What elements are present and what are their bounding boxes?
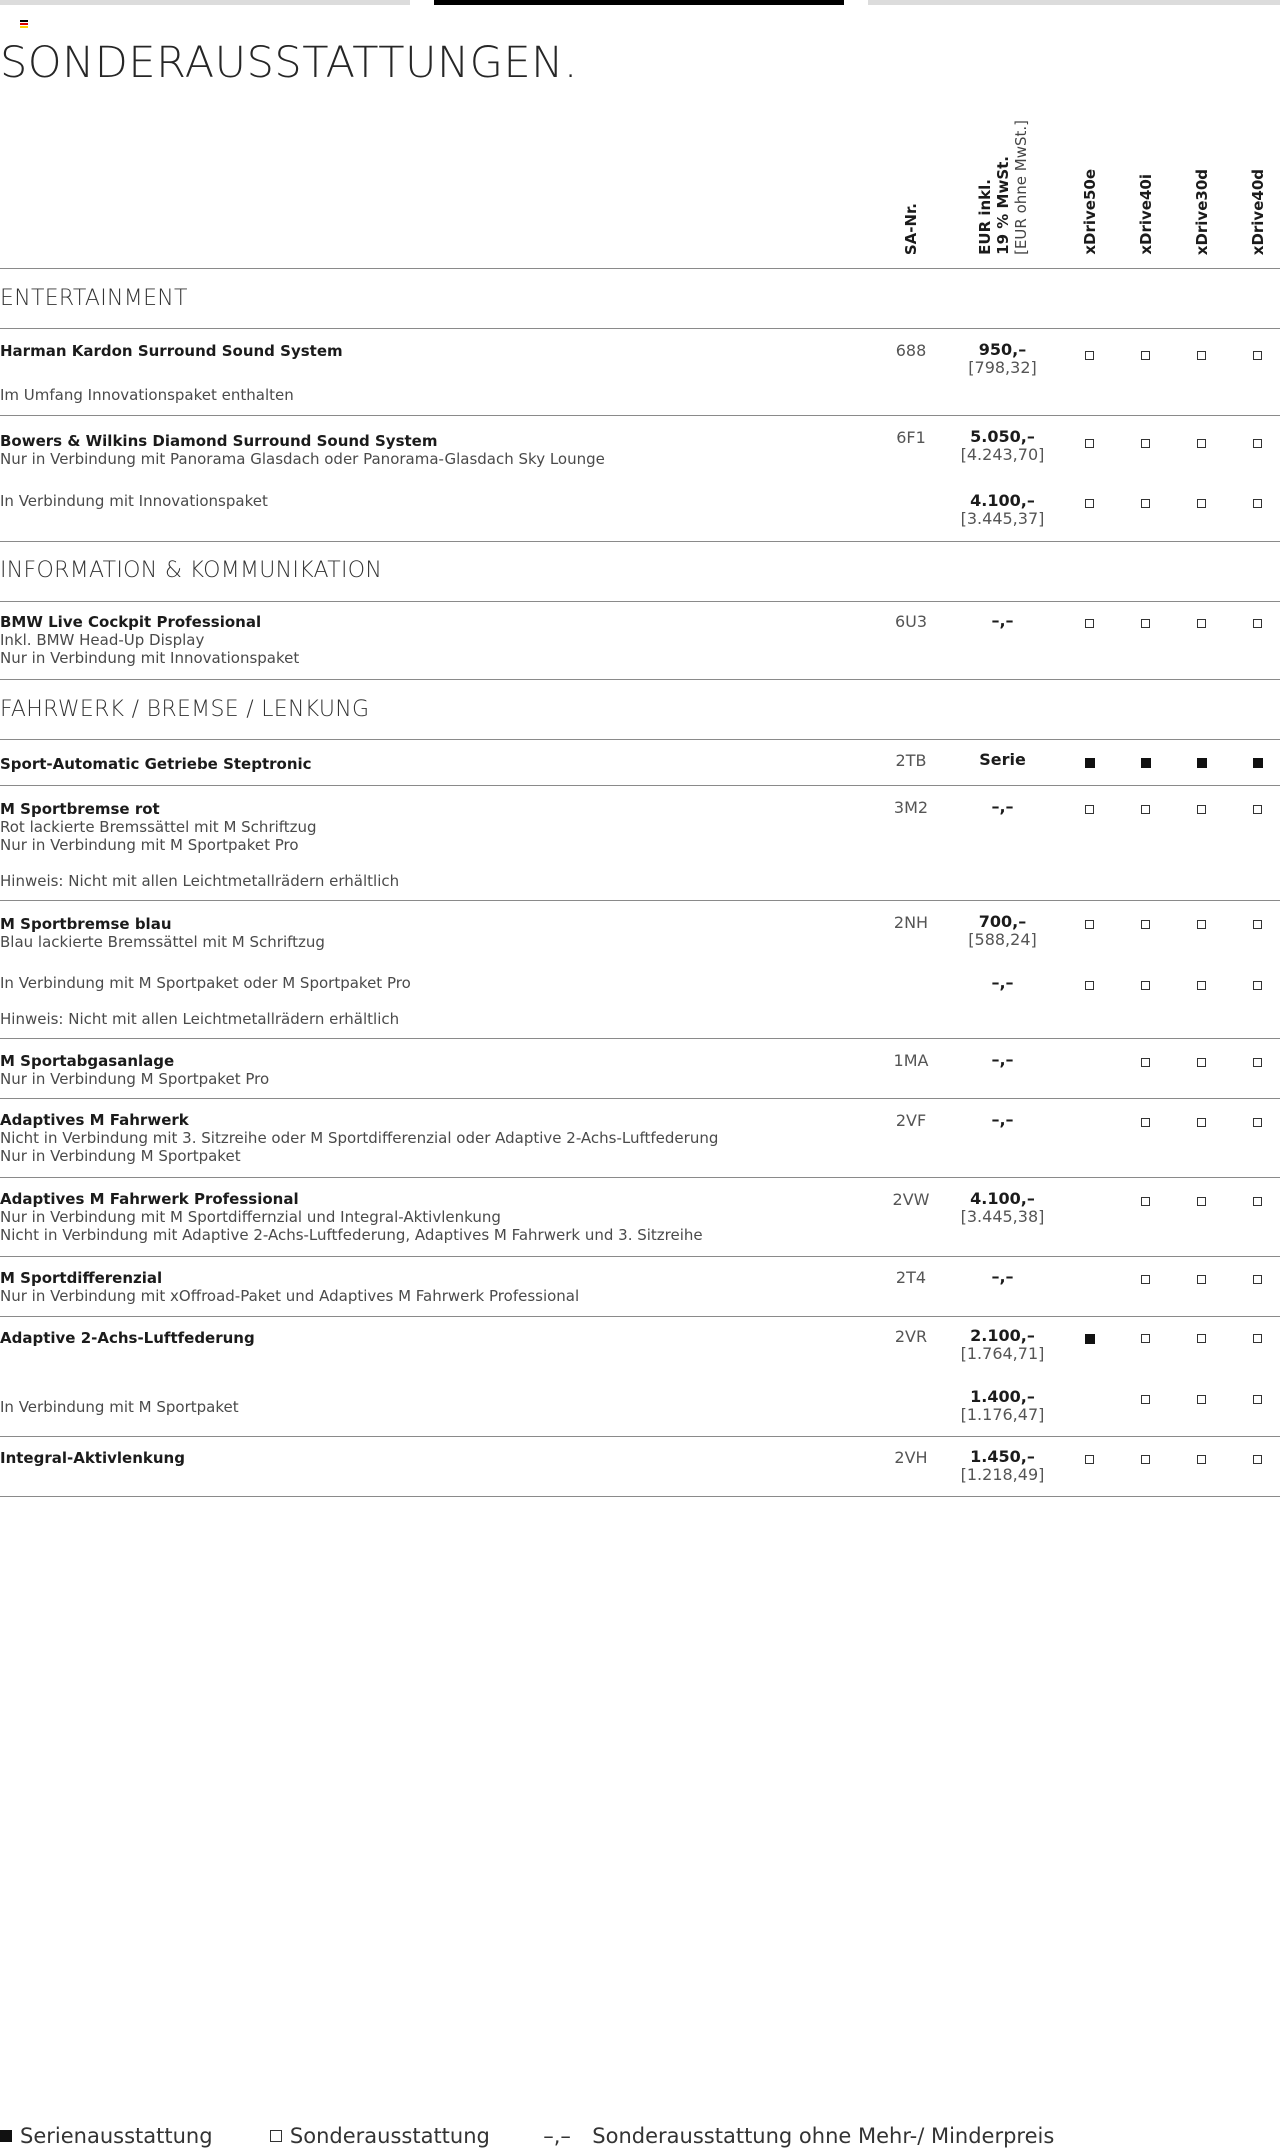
- optional-square-icon: [1197, 1395, 1206, 1404]
- optional-square-icon: [1197, 981, 1206, 990]
- section-entertainment: ENTERTAINMENT: [0, 286, 188, 311]
- option-variant-label: In Verbindung mit M Sportpaket: [0, 1398, 239, 1416]
- optional-square-icon: [1085, 439, 1094, 448]
- option-name: BMW Live Cockpit Professional: [0, 613, 262, 631]
- optional-square-icon: [1197, 920, 1206, 929]
- divider: [0, 1436, 1280, 1437]
- legend-standard: Serienausstattung: [20, 2124, 213, 2148]
- option-name: Adaptives M Fahrwerk Professional: [0, 1190, 299, 1208]
- option-price: –,–: [991, 1050, 1014, 1069]
- divider: [0, 601, 1280, 602]
- option-desc: Rot lackierte Bremssättel mit M Schriftzug: [0, 818, 317, 836]
- optional-square-icon: [1197, 1455, 1206, 1464]
- option-price: –,–: [991, 797, 1014, 816]
- option-note: Hinweis: Nicht mit allen Leichtmetallrädern erhältlich: [0, 1010, 400, 1028]
- option-desc: Nicht in Verbindung mit 3. Sitzreihe oder M Sportdifferenzial oder Adaptive 2-Achs-Luftfederung: [0, 1129, 719, 1147]
- option-code: 2NH: [893, 913, 929, 932]
- standard-square-icon: [1085, 758, 1095, 768]
- col-model-4: xDrive40d: [1249, 168, 1267, 255]
- option-code: 2VF: [895, 1111, 927, 1130]
- col-price-line2: 19 % MwSt.: [994, 156, 1012, 255]
- option-price-net: [4.243,70]: [960, 445, 1045, 464]
- option-variant-price: 4.100,–: [970, 491, 1035, 510]
- optional-square-icon: [1141, 1197, 1150, 1206]
- option-code: 2T4: [895, 1268, 927, 1287]
- divider: [0, 1177, 1280, 1178]
- col-model-1: xDrive50e: [1081, 169, 1099, 255]
- option-code: 688: [895, 341, 927, 360]
- option-variant-price-net: [1.176,47]: [960, 1405, 1045, 1424]
- option-code: 2TB: [895, 751, 927, 770]
- section-fahrwerk: FAHRWERK / BREMSE / LENKUNG: [0, 697, 370, 722]
- option-desc: Nur in Verbindung mit M Sportdiffernzial und Integral-Aktivlenkung: [0, 1208, 501, 1226]
- option-price: 700,–: [978, 912, 1027, 931]
- optional-square-icon: [1253, 1395, 1262, 1404]
- standard-square-icon: [1141, 758, 1151, 768]
- standard-square-icon: [1253, 758, 1263, 768]
- optional-square-icon: [1085, 981, 1094, 990]
- optional-square-icon: [1141, 1275, 1150, 1284]
- option-desc: Inkl. BMW Head-Up Display: [0, 631, 205, 649]
- optional-square-icon: [1253, 805, 1262, 814]
- divider: [0, 739, 1280, 740]
- option-name: M Sportbremse blau: [0, 915, 172, 933]
- option-desc: Blau lackierte Bremssättel mit M Schriftzug: [0, 933, 325, 951]
- optional-square-icon: [1253, 981, 1262, 990]
- section-information: INFORMATION & KOMMUNIKATION: [0, 558, 383, 583]
- optional-square-icon: [1141, 1334, 1150, 1343]
- optional-square-icon: [1253, 1334, 1262, 1343]
- option-code: 2VH: [894, 1448, 928, 1467]
- divider: [0, 328, 1280, 329]
- divider: [0, 785, 1280, 786]
- optional-square-icon: [1141, 805, 1150, 814]
- optional-square-icon: [1197, 351, 1206, 360]
- optional-square-icon: [1253, 439, 1262, 448]
- optional-square-icon: [1197, 805, 1206, 814]
- option-price-net: [798,32]: [968, 358, 1037, 377]
- optional-square-icon: [1197, 499, 1206, 508]
- optional-square-icon: [1253, 619, 1262, 628]
- option-code: 6F1: [896, 428, 926, 447]
- optional-square-icon: [1141, 1118, 1150, 1127]
- option-price: 2.100,–: [970, 1326, 1035, 1345]
- optional-square-icon: [1085, 805, 1094, 814]
- col-price-line1: EUR inkl.: [976, 179, 994, 255]
- option-variant-price-net: [3.445,37]: [960, 509, 1045, 528]
- option-name: Bowers & Wilkins Diamond Surround Sound System: [0, 432, 438, 450]
- optional-square-icon: [1197, 1197, 1206, 1206]
- option-variant-price: –,–: [991, 973, 1014, 992]
- optional-square-icon: [1253, 499, 1262, 508]
- optional-square-icon: [1141, 1058, 1150, 1067]
- optional-square-icon: [1085, 619, 1094, 628]
- option-desc: Nur in Verbindung M Sportpaket: [0, 1147, 241, 1165]
- divider: [0, 268, 1280, 269]
- divider: [0, 1256, 1280, 1257]
- option-desc: Nur in Verbindung mit Panorama Glasdach oder Panorama-Glasdach Sky Lounge: [0, 450, 605, 468]
- page-indicator-active[interactable]: [434, 0, 844, 5]
- option-price: –,–: [991, 1267, 1014, 1286]
- option-price-net: [3.445,38]: [960, 1207, 1045, 1226]
- divider: [0, 679, 1280, 680]
- divider: [0, 1098, 1280, 1099]
- optional-square-icon: [1085, 1455, 1094, 1464]
- option-name: M Sportabgasanlage: [0, 1052, 175, 1070]
- option-code: 6U3: [894, 612, 928, 631]
- standard-square-icon: [1085, 1334, 1095, 1344]
- optional-square-icon: [270, 2130, 282, 2142]
- col-price-net-label: [EUR ohne MwSt.]: [1012, 120, 1030, 255]
- page-indicator-3[interactable]: [868, 0, 1280, 5]
- option-code: 2VW: [892, 1190, 930, 1209]
- col-price-line3: [1013, 120, 1029, 255]
- option-variant-label: In Verbindung mit M Sportpaket oder M Sportpaket Pro: [0, 974, 411, 992]
- divider: [0, 1038, 1280, 1039]
- option-desc: Nicht in Verbindung mit Adaptive 2-Achs-Luftfederung, Adaptives M Fahrwerk und 3. Sitzreihe: [0, 1226, 703, 1244]
- legend-optional: Sonderausstattung: [289, 2124, 490, 2148]
- col-model-2: xDrive40i: [1137, 174, 1155, 255]
- col-sa-nr: SA-Nr.: [902, 202, 920, 255]
- optional-square-icon: [1253, 1118, 1262, 1127]
- option-price-net: [588,24]: [968, 930, 1037, 949]
- optional-square-icon: [1253, 1455, 1262, 1464]
- optional-square-icon: [1253, 920, 1262, 929]
- optional-square-icon: [1253, 351, 1262, 360]
- option-desc: Nur in Verbindung mit xOffroad-Paket und Adaptives M Fahrwerk Professional: [0, 1287, 580, 1305]
- option-desc: Nur in Verbindung mit M Sportpaket Pro: [0, 836, 299, 854]
- standard-square-icon: [0, 2130, 12, 2142]
- divider: [0, 541, 1280, 542]
- optional-square-icon: [1253, 1275, 1262, 1284]
- optional-square-icon: [1197, 439, 1206, 448]
- optional-square-icon: [1197, 619, 1206, 628]
- divider: [0, 1316, 1280, 1317]
- optional-square-icon: [1253, 1058, 1262, 1067]
- option-price-net: [1.218,49]: [960, 1465, 1045, 1484]
- option-price: 5.050,–: [970, 427, 1035, 446]
- option-name: Adaptives M Fahrwerk: [0, 1111, 189, 1129]
- page-title: SONDERAUSSTATTUNGEN.: [0, 38, 578, 88]
- option-name: M Sportbremse rot: [0, 800, 160, 818]
- option-name: Integral-Aktivlenkung: [0, 1449, 185, 1467]
- page-indicator-1[interactable]: [0, 0, 410, 5]
- legend-no-price-symbol: –,–: [543, 2124, 571, 2148]
- col-model-3: xDrive30d: [1193, 168, 1211, 255]
- optional-square-icon: [1141, 981, 1150, 990]
- optional-square-icon: [1141, 351, 1150, 360]
- option-code: 3M2: [893, 798, 929, 817]
- option-name: M Sportdifferenzial: [0, 1269, 163, 1287]
- standard-square-icon: [1197, 758, 1207, 768]
- option-price: –,–: [991, 611, 1014, 630]
- legend-no-price: Sonderausstattung ohne Mehr-/ Minderpreis: [592, 2124, 1055, 2148]
- option-price: 4.100,–: [970, 1189, 1035, 1208]
- optional-square-icon: [1085, 920, 1094, 929]
- optional-square-icon: [1197, 1118, 1206, 1127]
- option-price: –,–: [991, 1110, 1014, 1129]
- option-variant-price: 1.400,–: [970, 1387, 1035, 1406]
- option-note: Hinweis: Nicht mit allen Leichtmetallrädern erhältlich: [0, 872, 400, 890]
- optional-square-icon: [1141, 1455, 1150, 1464]
- option-desc: Nur in Verbindung M Sportpaket Pro: [0, 1070, 270, 1088]
- german-flag-icon: [20, 20, 28, 27]
- optional-square-icon: [1197, 1058, 1206, 1067]
- optional-square-icon: [1141, 920, 1150, 929]
- option-name: Sport-Automatic Getriebe Steptronic: [0, 755, 312, 773]
- option-note: Im Umfang Innovationspaket enthalten: [0, 386, 294, 404]
- optional-square-icon: [1141, 439, 1150, 448]
- option-name: Harman Kardon Surround Sound System: [0, 342, 343, 360]
- optional-square-icon: [1141, 1395, 1150, 1404]
- optional-square-icon: [1253, 1197, 1262, 1206]
- divider: [0, 415, 1280, 416]
- option-price: 1.450,–: [970, 1447, 1035, 1466]
- legend: [0, 2123, 1054, 2148]
- option-price: Serie: [979, 750, 1026, 769]
- option-variant-label: In Verbindung mit Innovationspaket: [0, 492, 268, 510]
- option-price: 950,–: [978, 340, 1027, 359]
- option-name: Adaptive 2-Achs-Luftfederung: [0, 1329, 255, 1347]
- optional-square-icon: [1141, 619, 1150, 628]
- option-code: 1MA: [893, 1051, 929, 1070]
- optional-square-icon: [1197, 1334, 1206, 1343]
- option-price-net: [1.764,71]: [960, 1344, 1045, 1363]
- optional-square-icon: [1141, 499, 1150, 508]
- option-desc: Nur in Verbindung mit Innovationspaket: [0, 649, 300, 667]
- optional-square-icon: [1197, 1275, 1206, 1284]
- divider: [0, 900, 1280, 901]
- optional-square-icon: [1085, 351, 1094, 360]
- divider: [0, 1496, 1280, 1497]
- optional-square-icon: [1085, 499, 1094, 508]
- option-code: 2VR: [894, 1327, 928, 1346]
